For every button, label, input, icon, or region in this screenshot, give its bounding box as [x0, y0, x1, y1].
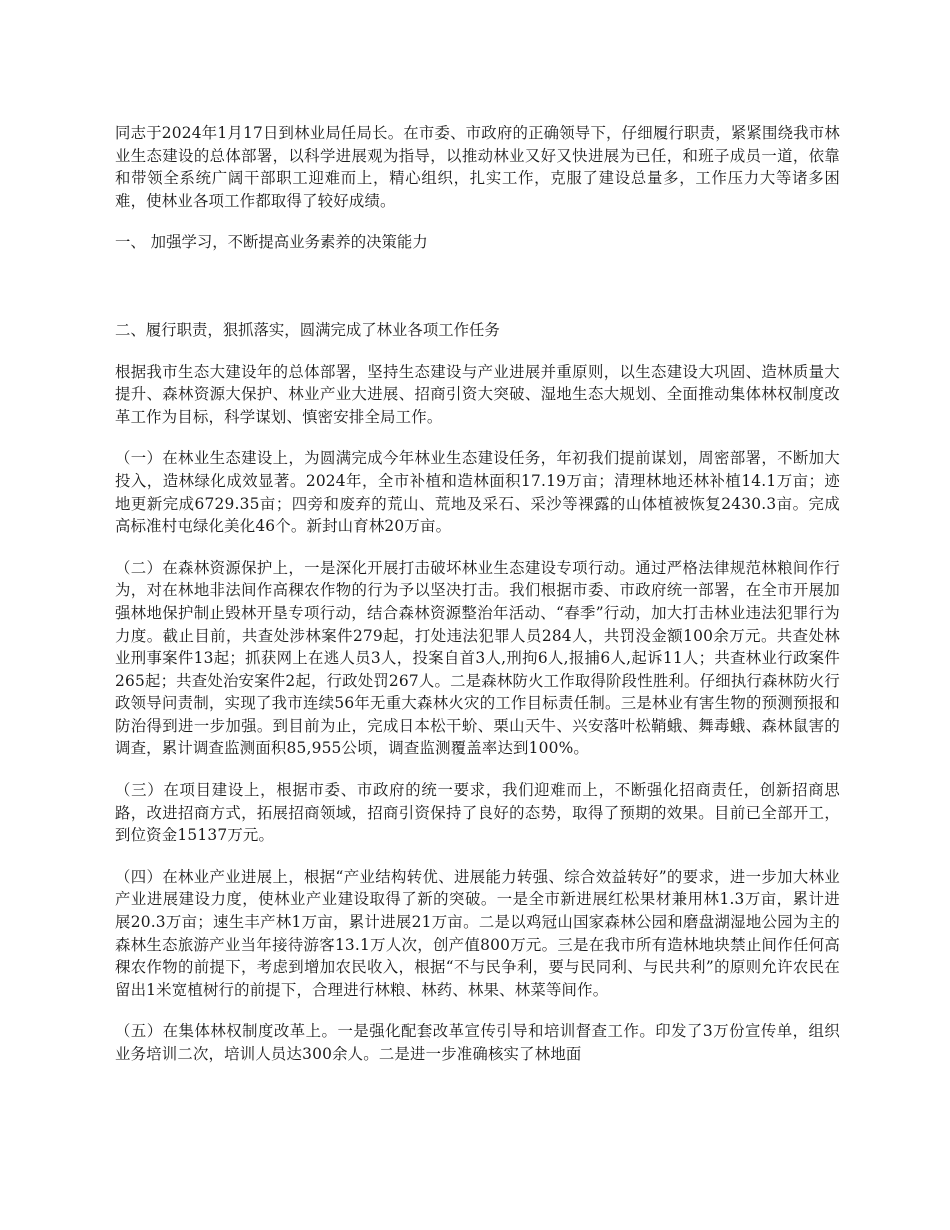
paragraph-forest-protection: （二）在森林资源保护上，一是深化开展打击破坏林业生态建设专项行动。通过严格法律规范林粮间作行为，对在林地非法间作高稞农作物的行为予以坚决打击。我们根据市委、市政府统一部署，在全市开展加强林地保护制止毁林开垦专项行动，结合森林资源整治年活动、“春季”行动，加大打击林业违法犯罪行为力度。截止目前，共查处涉林案件279起，打处违法犯罪人员284人，共罚没金额100余万元。共查处林业刑事案件13起；抓获网上在逃人员3人，投案自首3人,刑拘6人,报捕6人,起诉11人；共查林业行政案件265起；共查处治安案件2起，行政处罚267人。二是森林防火工作取得阶段性胜利。仔细执行森林防火行政领导问责制，实现了我市连续56年无重大森林火灾的工作目标责任制。三是林业有害生物的预测预报和防治得到进一步加强。到目前为止，完成日本松干蚧、栗山天牛、兴安落叶松鞘蛾、舞毒蛾、森林鼠害的调查，累计调查监测面积85,955公顷，调查监测覆盖率达到100%。 — [115, 558, 840, 758]
document-body — [115, 122, 840, 1085]
intro-paragraph: 同志于2024年1月17日到林业局任局长。在市委、市政府的正确领导下，仔细履行职责，紧紧围绕我市林业生态建设的总体部署，以科学进展观为指导，以推动林业又好又快进展为已任，和班子成员一道，依靠和带领全系统广阔干部职工迎难而上，精心组织，扎实工作，克服了建设总量多，工作压力大等诸多困难，使林业各项工作都取得了较好成绩。 — [115, 124, 840, 210]
overview-paragraph: 根据我市生态大建设年的总体部署，坚持生态建设与产业进展并重原则，以生态建设大巩固、造林质量大提升、森林资源大保护、林业产业大进展、招商引资大突破、湿地生态大规划、全面推动集体林权制度改革工作为目标，科学谋划、慎密安排全局工作。 — [115, 362, 840, 426]
section-heading-1: 一、 加强学习，不断提高业务素养的决策能力 — [115, 233, 428, 252]
section-heading-2: 二、履行职责，狠抓落实，圆满完成了林业各项工作任务 — [115, 320, 500, 339]
paragraph-industry: （四）在林业产业进展上，根据“产业结构转优、进展能力转强、综合效益转好”的要求，进一步加大林业产业进展建设力度，使林业产业建设取得了新的突破。一是全市新进展红松果材兼用林1.3万亩，累计进展20.3万亩；速生丰产林1万亩，累计进展21万亩。二是以鸡冠山国家森林公园和磨盘湖湿地公园为主的森林生态旅游产业当年接待游客13.1万人次，创产值800万元。三是在我市所有造林地块禁止间作任何高稞农作物的前提下，考虑到增加农民收入，根据“不与民争利，要与民同利、与民共利”的原则允许农民在留出1米宽植树行的前提下，合理进行林粮、林药、林果、林菜等间作。 — [115, 867, 840, 999]
paragraph-ecology: （一）在林业生态建设上，为圆满完成今年林业生态建设任务，年初我们提前谋划，周密部署，不断加大投入，造林绿化成效显著。2024年，全市补植和造林面积17.19万亩；清理林地还林补植14.1万亩；迹地更新完成6729.35亩；四旁和废弃的荒山、荒地及采石、采沙等裸露的山体植被恢复2430.3亩。完成高标准村屯绿化美化46个。新封山育林20万亩。 — [115, 449, 840, 536]
blank-gap — [115, 273, 840, 319]
paragraph-projects: （三）在项目建设上，根据市委、市政府的统一要求，我们迎难而上，不断强化招商责任，创新招商思路，改进招商方式，拓展招商领域，招商引资保持了良好的态势，取得了预期的效果。目前已全部开工，到位资金15137万元。 — [115, 781, 840, 845]
paragraph-forest-rights-reform: （五）在集体林权制度改革上。一是强化配套改革宣传引导和培训督查工作。印发了3万份宣传单，组织业务培训二次，培训人员达300余人。二是进一步准确核实了林地面 — [115, 1022, 840, 1063]
